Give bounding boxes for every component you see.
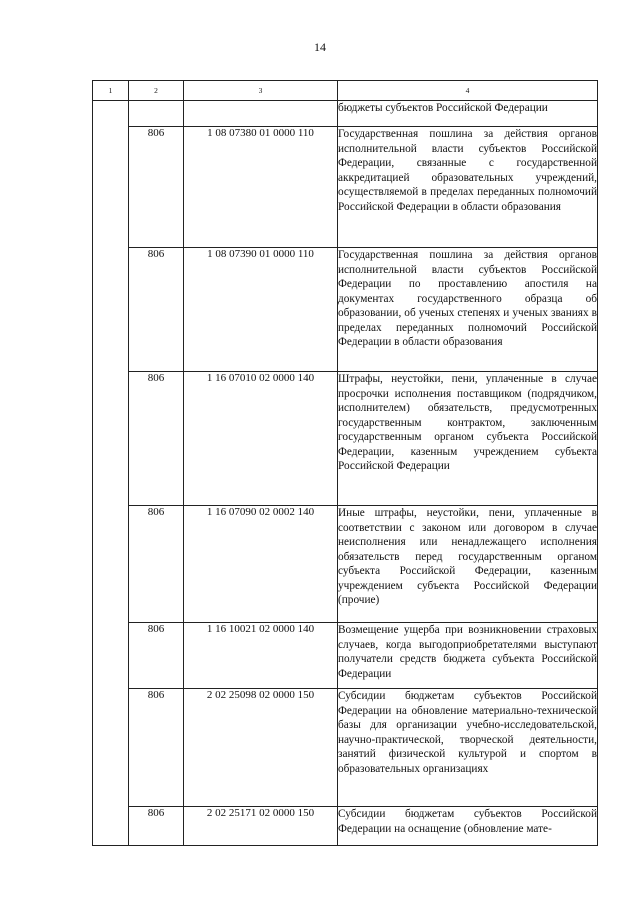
description-cell: Субсидии бюджетам субъектов Российской Федерации на обновление материально-технической базы для организации учебно-исследовательской, научно-практической, творческой деятельности, занятий физической культурой и спортом в образовательных организациях <box>338 689 598 807</box>
description-cell: Штрафы, неустойки, пени, уплаченные в случае просрочки исполнения поставщиком (подрядчиком, исполнителем) обязательств, предусмотренных государственным контрактом, заключенным государственным органом субъекта Российской Федерации, казенным учреждением субъекта Российской Федерации <box>338 372 598 506</box>
budget-code-cell: 1 08 07390 01 0000 110 <box>184 248 338 372</box>
admin-code-cell <box>129 101 184 127</box>
table-row <box>93 623 598 689</box>
budget-code-cell: 2 02 25171 02 0000 150 <box>184 807 338 846</box>
budget-code-cell: 1 08 07380 01 0000 110 <box>184 127 338 248</box>
budget-codes-table <box>92 80 598 846</box>
description-cell: Государственная пошлина за действия органов исполнительной власти субъектов Российской Федерации по проставлению апостиля на документах государственного образца об образовании, об ученых степенях и ученых званиях в пределах переданных полномочий Российской Федерации в области образования <box>338 248 598 372</box>
budget-code-cell: 1 16 10021 02 0000 140 <box>184 623 338 689</box>
table-row <box>93 101 598 127</box>
budget-code-cell: 1 16 07010 02 0000 140 <box>184 372 338 506</box>
admin-code-cell: 806 <box>129 372 184 506</box>
page-number: 14 <box>314 40 326 54</box>
admin-code-cell: 806 <box>129 248 184 372</box>
description-cell: Субсидии бюджетам субъектов Российской Федерации на оснащение (обновление мате- <box>338 807 598 846</box>
admin-code-cell: 806 <box>129 623 184 689</box>
table-header-row <box>93 81 598 101</box>
description-cell: Возмещение ущерба при возникновении страховых случаев, когда выгодоприобретателями выступают получатели средств бюджета субъекта Российской Федерации <box>338 623 598 689</box>
admin-code-cell: 806 <box>129 807 184 846</box>
admin-code-cell: 806 <box>129 689 184 807</box>
description-cell: бюджеты субъектов Российской Федерации <box>338 101 598 127</box>
table-row <box>93 127 598 248</box>
description-cell: Иные штрафы, неустойки, пени, уплаченные в соответствии с законом или договором в случае неисполнения или ненадлежащего исполнения обязательств перед государственным органом субъекта Российской Федерации, казенным учреждением субъекта Российской Федерации (прочие) <box>338 506 598 623</box>
column-header: 2 <box>129 81 184 101</box>
table-row <box>93 248 598 372</box>
table-row <box>93 372 598 506</box>
budget-code-cell <box>184 101 338 127</box>
admin-code-cell: 806 <box>129 127 184 248</box>
table-row <box>93 807 598 846</box>
admin-code-cell: 806 <box>129 506 184 623</box>
budget-code-cell: 1 16 07090 02 0002 140 <box>184 506 338 623</box>
column-1-cell <box>93 101 129 846</box>
column-header: 1 <box>93 81 129 101</box>
column-header: 4 <box>338 81 598 101</box>
table-row <box>93 506 598 623</box>
column-header: 3 <box>184 81 338 101</box>
description-cell: Государственная пошлина за действия органов исполнительной власти субъектов Российской Федерации, связанные с государственной аккредитацией образовательных учреждений, осуществляемой в пределах переданных полномочий Российской Федерации в области образования <box>338 127 598 248</box>
table-row <box>93 689 598 807</box>
budget-code-cell: 2 02 25098 02 0000 150 <box>184 689 338 807</box>
